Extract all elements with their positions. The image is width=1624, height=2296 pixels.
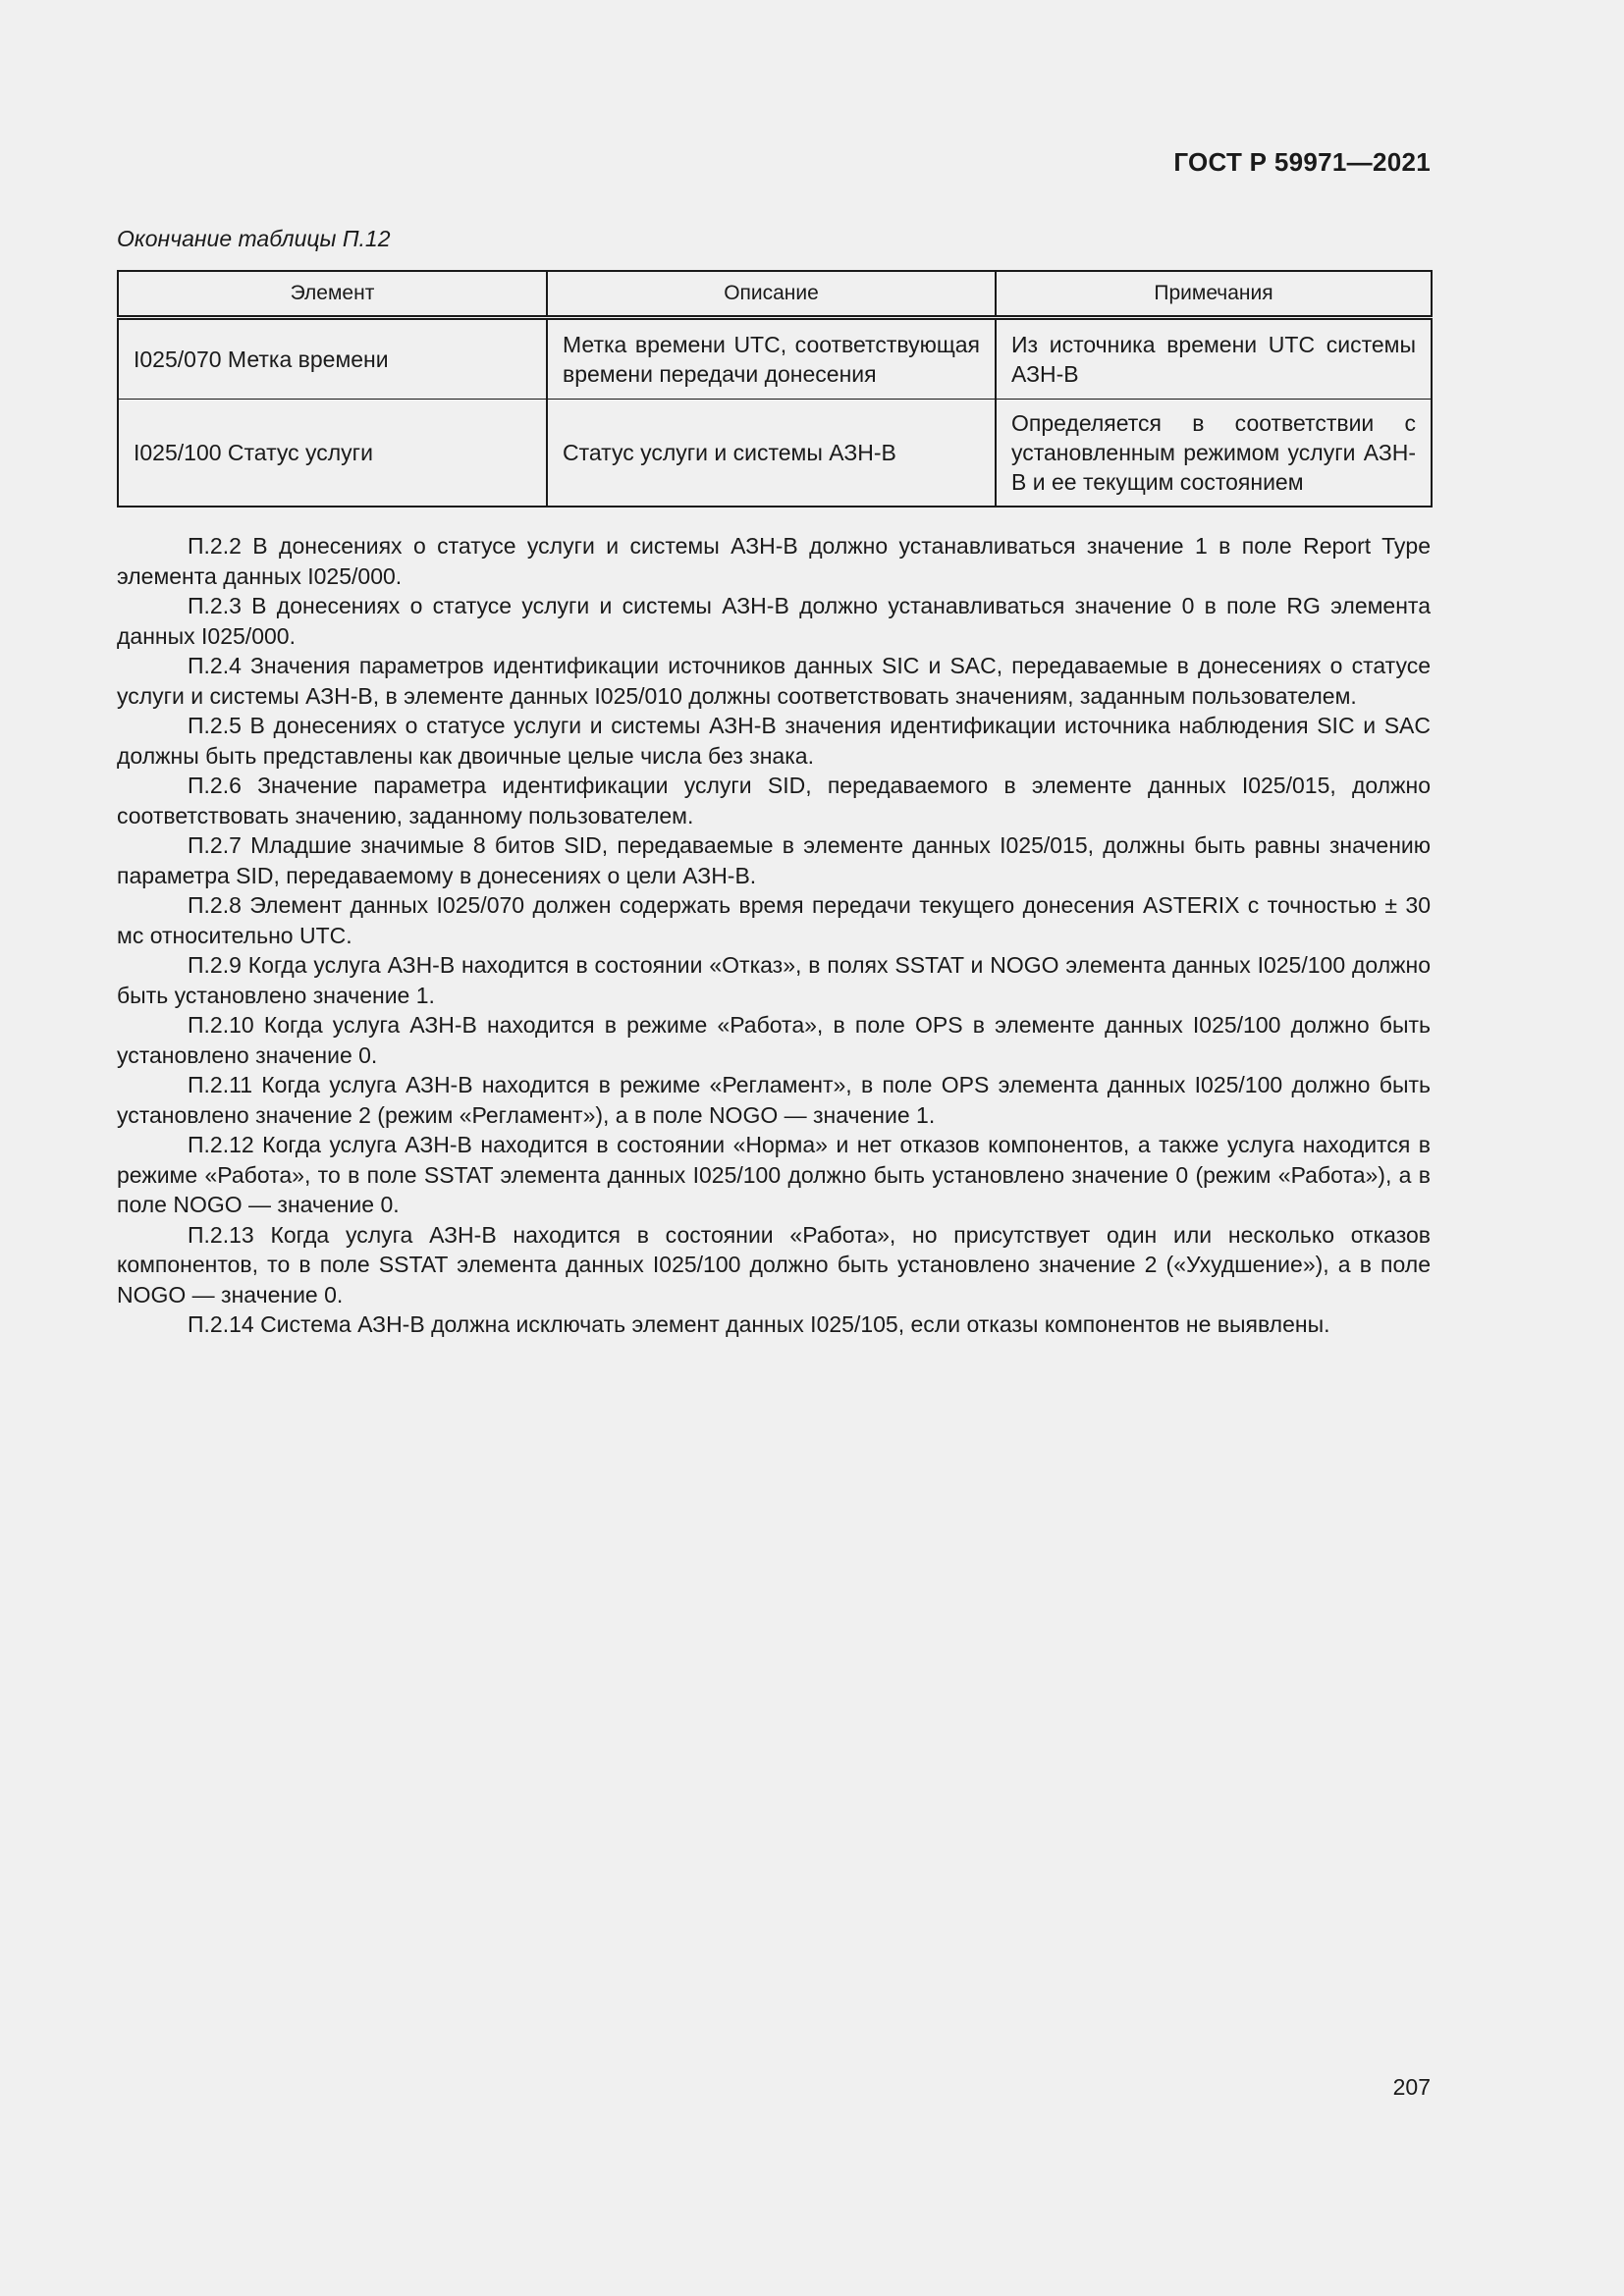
paragraph: П.2.5 В донесениях о статусе услуги и системы АЗН-В значения идентификации источника наблюдения SIC и SAC должны быть представлены как двоичные целые числа без знака. — [117, 713, 1431, 769]
paragraph: П.2.12 Когда услуга АЗН-В находится в состоянии «Норма» и нет отказов компонентов, а также услуга находится в режиме «Работа», то в поле SSTAT элемента данных I025/100 должно быть установлено значение 0 (режим «Работа»), а в поле NOGO — значение 0. — [117, 1132, 1431, 1217]
paragraph: П.2.2 В донесениях о статусе услуги и системы АЗН-В должно устанавливаться значение 1 в поле Report Type элемента данных I025/000. — [117, 533, 1431, 589]
paragraph: П.2.8 Элемент данных I025/070 должен содержать время передачи текущего донесения ASTERIX с точностью ± 30 мс относительно UTC. — [117, 892, 1431, 948]
paragraph: П.2.7 Младшие значимые 8 битов SID, передаваемые в элементе данных I025/015, должны быть равны значению параметра SID, передаваемому в донесениях о цели АЗН-В. — [117, 832, 1431, 888]
standard-code: ГОСТ Р 59971—2021 — [1173, 147, 1431, 177]
paragraph: П.2.11 Когда услуга АЗН-В находится в режиме «Регламент», в поле OPS элемента данных I025/100 должно быть установлено значение 2 (режим «Регламент»), а в поле NOGO — значение 1. — [117, 1072, 1431, 1128]
table-header-row — [118, 271, 1432, 318]
table-p12 — [117, 270, 1433, 507]
column-header-notes: Примечания — [996, 271, 1432, 318]
cell-notes: Определяется в соответствии с установленным режимом услуги АЗН-В и ее текущим состоянием — [996, 400, 1432, 507]
cell-description: Статус услуги и системы АЗН-В — [547, 400, 996, 507]
paragraph: П.2.9 Когда услуга АЗН-В находится в состоянии «Отказ», в полях SSTAT и NOGO элемента данных I025/100 должно быть установлено значение 1. — [117, 952, 1431, 1008]
cell-notes: Из источника времени UTC системы АЗН-В — [996, 318, 1432, 400]
table-caption: Окончание таблицы П.12 — [117, 226, 391, 251]
page-number: 207 — [1392, 2074, 1431, 2100]
body-text — [117, 531, 1431, 1340]
table-row — [118, 400, 1432, 507]
paragraph: П.2.10 Когда услуга АЗН-В находится в режиме «Работа», в поле OPS в элементе данных I025/100 должно быть установлено значение 0. — [117, 1012, 1431, 1068]
cell-element: I025/070 Метка времени — [118, 318, 547, 400]
paragraph: П.2.3 В донесениях о статусе услуги и системы АЗН-В должно устанавливаться значение 0 в поле RG элемента данных I025/000. — [117, 593, 1431, 649]
paragraph: П.2.14 Система АЗН-В должна исключать элемент данных I025/105, если отказы компонентов не выявлены. — [188, 1311, 1330, 1337]
column-header-element: Элемент — [118, 271, 547, 318]
cell-element: I025/100 Статус услуги — [118, 400, 547, 507]
column-header-description: Описание — [547, 271, 996, 318]
paragraph: П.2.6 Значение параметра идентификации услуги SID, передаваемого в элементе данных I025/015, должно соответствовать значению, заданному пользователем. — [117, 773, 1431, 828]
cell-description: Метка времени UTC, соответствующая времени передачи донесения — [547, 318, 996, 400]
table-row — [118, 318, 1432, 400]
paragraph: П.2.4 Значения параметров идентификации источников данных SIC и SAC, передаваемые в донесениях о статусе услуги и системы АЗН-В, в элементе данных I025/010 должны соответствовать значениям, заданным пользователем. — [117, 653, 1431, 709]
paragraph: П.2.13 Когда услуга АЗН-В находится в состоянии «Работа», но присутствует один или несколько отказов компонентов, то в поле SSTAT элемента данных I025/100 должно быть установлено значение 2 («Ухудшение»), а в поле NOGO — значение 0. — [117, 1221, 1431, 1308]
